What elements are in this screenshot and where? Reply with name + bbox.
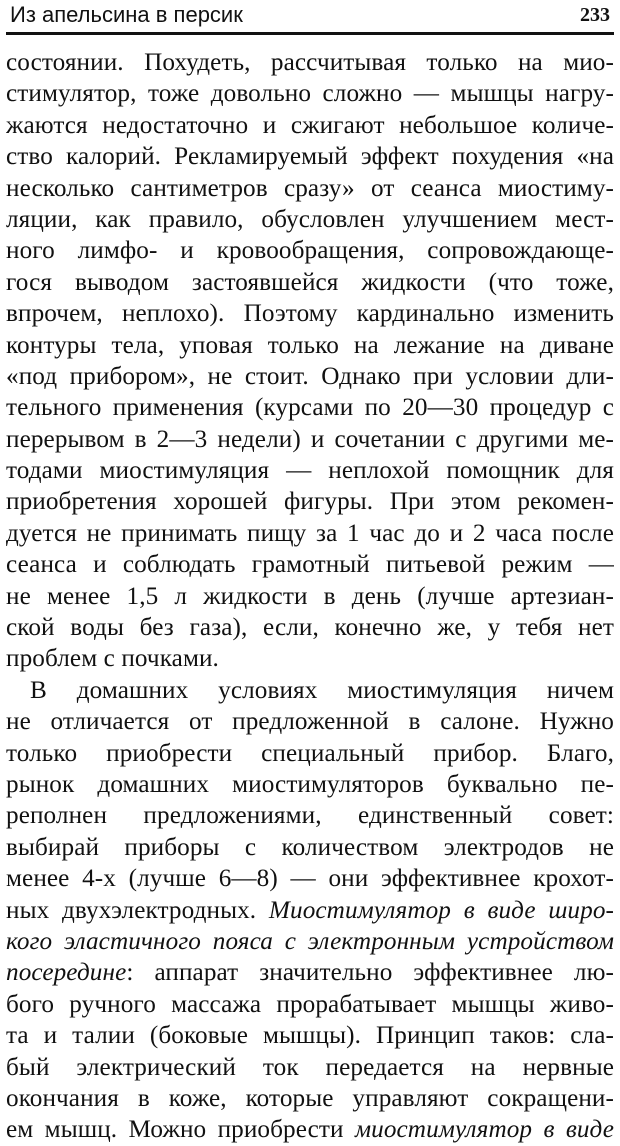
text-run: : аппарат значительно эффективнее лю- [126,959,614,987]
text-line-mixed [6,1114,614,1145]
text-line: не отличается от предложенной в салоне. Нужно [6,708,614,736]
text-line: «под прибором», не стоит. Однако при условии дли- [6,362,614,390]
running-head [6,0,614,26]
text-line: бый электрический ток передается на нервные [6,1053,614,1081]
running-title: Из апельсина в персик [10,2,243,27]
italic-term: посередине [6,959,127,987]
text-line: стимулятор, тоже довольно сложно — мышцы нагру- [6,80,614,108]
text-line: ство калорий. Рекламируемый эффект похудения «на [6,143,614,171]
italic-term-line: кого эластичного пояса с электронным устройством [6,927,614,955]
text-line: только приобрести специальный прибор. Благо, [6,739,614,767]
text-line: состоянии. Похудеть, рассчитывая только на мио- [6,49,614,76]
text-line: та и талии (боковые мышцы). Принцип таков: сла- [6,1022,614,1050]
text-line: приобретения хорошей фигуры. При этом рекомен- [6,488,614,516]
text-line: гося выводом застоявшейся жидкости (что тоже, [6,268,614,296]
header-rule [6,32,614,35]
text-line: сеанса и соблюдать грамотный питьевой режим — [6,551,614,579]
text-line: проблем с почками. [6,645,219,673]
text-line-mixed [6,895,614,926]
text-line: ляции, как правило, обусловлен улучшением мест- [6,205,614,233]
text-line: тодами миостимуляция — неплохой помощник для [6,457,614,485]
text-line: менее 4-х (лучше 6—8) — они эффективнее крохот- [6,865,614,893]
text-line: несколько сантиметров сразу» от сеанса миостиму- [6,174,614,202]
body-text [6,47,614,1146]
text-line: рынок домашних миостимуляторов буквально пе- [6,770,614,798]
text-line: выбирай приборы с количеством электродов не [6,833,614,861]
text-line-mixed [6,957,614,988]
text-line: перерывом в 2—3 недели) и сочетании с другими ме- [6,425,614,453]
text-line: ской воды без газа), если, конечно же, у тебя нет [6,614,614,642]
text-line: В домашних условиях миостимуляция ничем [30,676,614,704]
text-line: контуры тела, уповая только на лежание на диване [6,331,614,359]
text-line: впрочем, неплохо). Поэтому кардинально изменить [6,300,614,328]
text-line: бого ручного массажа прорабатывает мышцы живо- [6,990,614,1018]
page-number: 233 [580,4,610,26]
text-line: не менее 1,5 л жидкости в день (лучше артезиан- [6,582,614,610]
text-line: жаются недостаточно и сжигают небольшое количе- [6,111,614,139]
italic-term: Миостимулятор в виде широ- [268,896,614,924]
text-line: дуется не принимать пищу за 1 час до и 2 часа после [6,519,614,547]
text-line: окончания в коже, которые управляют сокращени- [6,1084,614,1112]
text-line: реполнен предложениями, единственный совет: [6,802,614,830]
text-line: тельного применения (курсами по 20—30 процедур с [6,394,614,422]
italic-term: миостимулятор в виде [354,1116,614,1144]
text-line: ного лимфо- и кровообращения, сопровождающе- [6,237,614,265]
text-run: ем мышц. Можно приобрести [6,1116,355,1144]
text-run: ных двухэлектродных. [6,896,269,924]
